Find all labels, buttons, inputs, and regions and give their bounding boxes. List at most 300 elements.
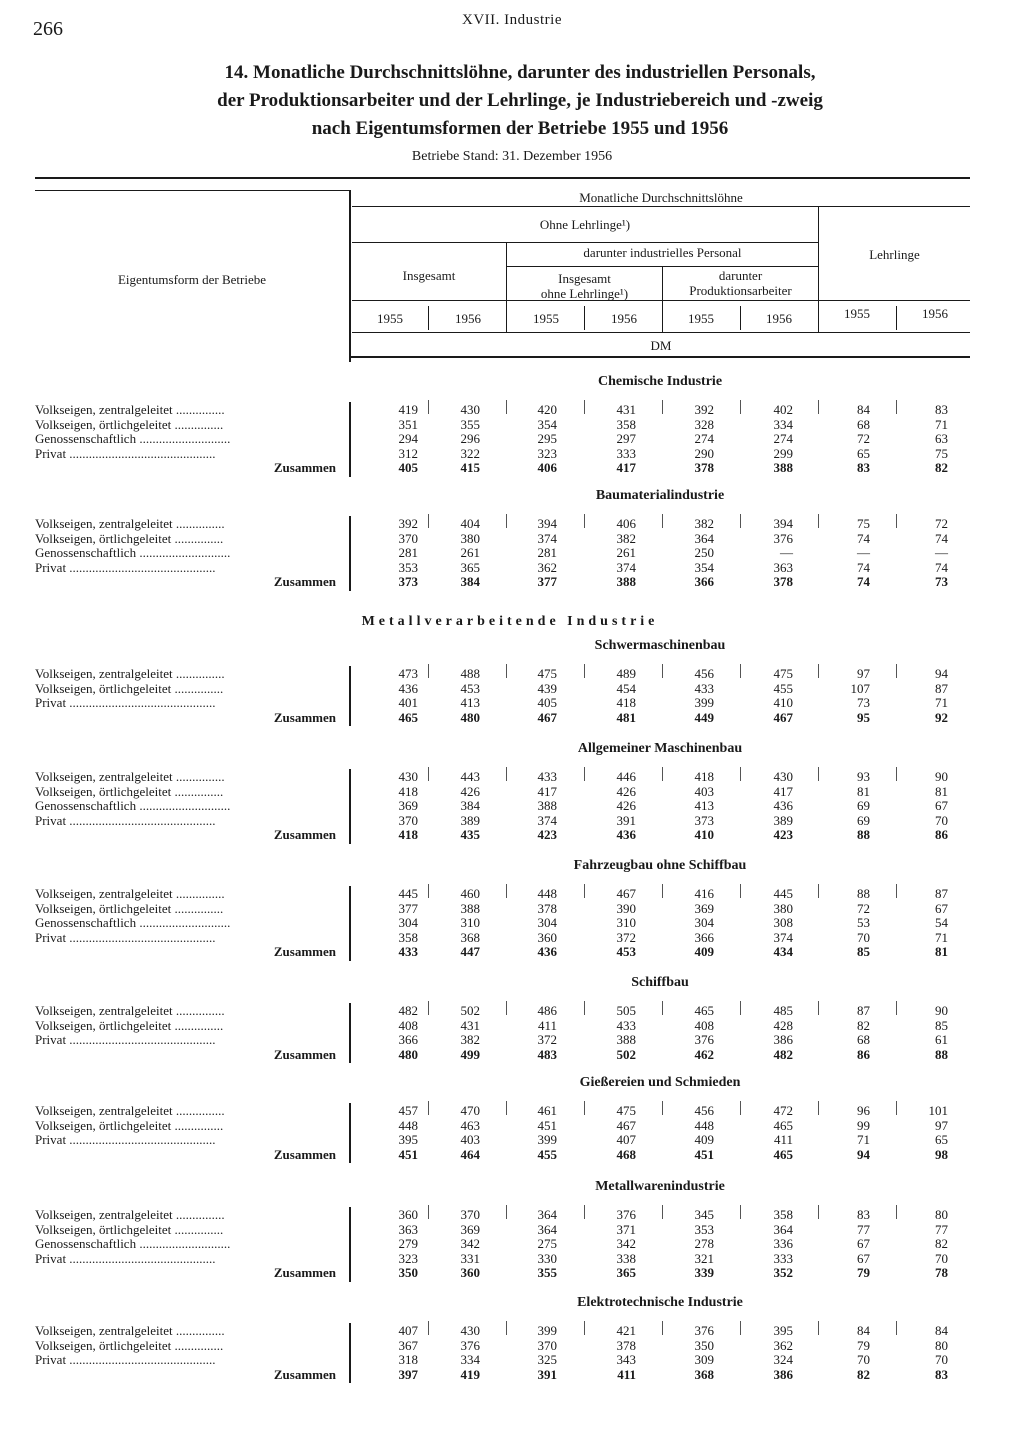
cell-value: 330 xyxy=(537,1250,557,1266)
cell-value: 378 xyxy=(616,1337,636,1353)
header-ohne-lehrlinge: Ohne Lehrlinge¹) xyxy=(539,217,631,232)
row-label: Genossenschaftlich ............................ xyxy=(35,798,231,814)
table-row xyxy=(0,944,1024,959)
cell-value: 82 xyxy=(857,1366,870,1382)
section-title: Gießereien und Schmieden xyxy=(579,1075,741,1090)
header-year: 1955 xyxy=(533,311,559,326)
cell-value: 86 xyxy=(935,827,948,843)
cell-value: 87 xyxy=(935,886,948,901)
cell-value: 378 xyxy=(773,574,793,590)
cell-value: 403 xyxy=(694,783,714,799)
cell-value: 74 xyxy=(857,559,870,575)
cell-value: 71 xyxy=(935,695,948,711)
row-label: Privat ............................................. xyxy=(35,1250,216,1266)
cell-value: 409 xyxy=(694,1132,714,1148)
cell-value: 333 xyxy=(773,1250,793,1266)
cell-value: 74 xyxy=(935,559,948,575)
header-main: Monatliche Durchschnittslöhne xyxy=(579,190,743,205)
cell-value: 80 xyxy=(935,1207,948,1222)
cell-value: 360 xyxy=(460,1265,480,1281)
cell-value: 83 xyxy=(935,1366,948,1382)
table-row xyxy=(0,402,1024,417)
cell-value: 482 xyxy=(773,1046,793,1062)
cell-value: 482 xyxy=(398,1003,418,1018)
section-title: Schwermaschinenbau xyxy=(594,638,726,653)
row-total-label: Zusammen xyxy=(273,1046,336,1062)
cell-value: 473 xyxy=(398,666,418,681)
cell-value: 448 xyxy=(537,886,557,901)
cell-value: 451 xyxy=(537,1117,557,1133)
cell-value: 377 xyxy=(537,574,557,590)
cell-value: 467 xyxy=(616,1117,636,1133)
table-row xyxy=(0,460,1024,475)
table-title-line-1: 14. Monatliche Durchschnittslöhne, darunter des industriellen Personals, xyxy=(224,62,816,83)
cell-value: 295 xyxy=(537,431,557,447)
cell-value: 433 xyxy=(616,1017,636,1033)
cell-value: 413 xyxy=(694,798,714,814)
cell-value: 90 xyxy=(935,769,948,784)
cell-value: 399 xyxy=(537,1323,557,1338)
cell-value: 83 xyxy=(935,402,948,417)
cell-value: 339 xyxy=(694,1265,714,1281)
section-title: Fahrzeugbau ohne Schiffbau xyxy=(573,858,747,873)
cell-value: 465 xyxy=(398,709,418,725)
cell-value: 70 xyxy=(935,812,948,828)
cell-value: 74 xyxy=(857,574,870,590)
cell-value: 423 xyxy=(537,827,557,843)
row-label: Volkseigen, örtlichgeleitet ............... xyxy=(35,1221,224,1237)
cell-value: 322 xyxy=(460,445,480,461)
cell-value: 88 xyxy=(857,827,870,843)
cell-value: 457 xyxy=(398,1103,418,1118)
cell-value: 386 xyxy=(773,1032,793,1048)
cell-value: 312 xyxy=(398,445,418,461)
cell-value: 366 xyxy=(694,574,714,590)
table-row xyxy=(0,886,1024,901)
table-row xyxy=(0,417,1024,432)
row-label: Privat ............................................. xyxy=(35,445,216,461)
cell-value: 297 xyxy=(616,431,636,447)
cell-value: 488 xyxy=(460,666,480,681)
cell-value: 370 xyxy=(537,1337,557,1353)
cell-value: 376 xyxy=(694,1032,714,1048)
table-row xyxy=(0,769,1024,784)
cell-value: 83 xyxy=(857,460,870,476)
cell-value: 70 xyxy=(857,1352,870,1368)
table-row xyxy=(0,1352,1024,1367)
table-row xyxy=(0,1367,1024,1382)
cell-value: 376 xyxy=(773,530,793,546)
header-insgesamt-ohne-line1: Insgesamt xyxy=(558,271,611,286)
cell-value: 382 xyxy=(616,530,636,546)
cell-value: 394 xyxy=(537,516,557,531)
cell-value: 290 xyxy=(694,445,714,461)
cell-value: 418 xyxy=(398,827,418,843)
cell-value: 352 xyxy=(773,1265,793,1281)
row-label: Genossenschaftlich ............................ xyxy=(35,431,231,447)
cell-value: 365 xyxy=(460,559,480,575)
row-label: Privat ............................................. xyxy=(35,812,216,828)
cell-value: 334 xyxy=(773,416,793,432)
cell-value: 71 xyxy=(935,929,948,945)
cell-value: 419 xyxy=(460,1366,480,1382)
table-row xyxy=(0,710,1024,725)
cell-value: 465 xyxy=(694,1003,714,1018)
table-row xyxy=(0,1222,1024,1237)
cell-value: 77 xyxy=(857,1221,870,1237)
cell-value: 447 xyxy=(460,944,480,960)
cell-value: 404 xyxy=(460,516,480,531)
cell-value: 278 xyxy=(694,1236,714,1252)
cell-value: 374 xyxy=(616,559,636,575)
cell-value: 97 xyxy=(935,1117,948,1133)
cell-value: 296 xyxy=(460,431,480,447)
cell-value: 421 xyxy=(616,1323,636,1338)
header-insgesamt: Insgesamt xyxy=(402,268,456,283)
cell-value: 499 xyxy=(460,1046,480,1062)
cell-value: 95 xyxy=(857,709,870,725)
cell-value: 443 xyxy=(460,769,480,784)
table-subtitle: Betriebe Stand: 31. Dezember 1956 xyxy=(411,149,613,164)
header-year: 1955 xyxy=(844,306,870,321)
row-label: Volkseigen, zentralgeleitet ............... xyxy=(35,666,225,681)
cell-value: 430 xyxy=(773,769,793,784)
cell-value: 418 xyxy=(398,783,418,799)
cell-value: 328 xyxy=(694,416,714,432)
row-label: Volkseigen, örtlichgeleitet ............... xyxy=(35,530,224,546)
cell-value: 411 xyxy=(617,1366,636,1382)
cell-value: 395 xyxy=(773,1323,793,1338)
cell-value: 433 xyxy=(398,944,418,960)
cell-value: 372 xyxy=(616,929,636,945)
header-produktion-line1: darunter xyxy=(718,268,763,283)
header-year: 1956 xyxy=(455,311,481,326)
cell-value: 475 xyxy=(616,1103,636,1118)
cell-value: 388 xyxy=(616,1032,636,1048)
table-row xyxy=(0,560,1024,575)
cell-value: 395 xyxy=(398,1132,418,1148)
cell-value: 68 xyxy=(857,416,870,432)
cell-value: 275 xyxy=(537,1236,557,1252)
cell-value: 84 xyxy=(935,1323,948,1338)
cell-value: 82 xyxy=(935,1236,948,1252)
cell-value: 351 xyxy=(398,416,418,432)
cell-value: 436 xyxy=(773,798,793,814)
cell-value: 70 xyxy=(935,1250,948,1266)
cell-value: 107 xyxy=(850,680,870,696)
cell-value: 358 xyxy=(398,929,418,945)
cell-value: 436 xyxy=(616,827,636,843)
cell-value: 449 xyxy=(694,709,714,725)
cell-value: 364 xyxy=(694,530,714,546)
cell-value: 299 xyxy=(773,445,793,461)
cell-value: 428 xyxy=(773,1017,793,1033)
cell-value: 448 xyxy=(398,1117,418,1133)
cell-value: 310 xyxy=(616,915,636,931)
table-row xyxy=(0,798,1024,813)
cell-value: 460 xyxy=(460,886,480,901)
cell-value: 392 xyxy=(398,516,418,531)
table-row xyxy=(0,1236,1024,1251)
table-row xyxy=(0,1032,1024,1047)
cell-value: 365 xyxy=(616,1265,636,1281)
row-label: Volkseigen, örtlichgeleitet ............... xyxy=(35,783,224,799)
cell-value: 367 xyxy=(398,1337,418,1353)
cell-value: 418 xyxy=(616,695,636,711)
cell-value: 374 xyxy=(537,530,557,546)
row-label: Volkseigen, zentralgeleitet ............... xyxy=(35,1003,225,1018)
table-row xyxy=(0,1018,1024,1033)
cell-value: 388 xyxy=(537,798,557,814)
table-row xyxy=(0,1047,1024,1062)
row-label: Volkseigen, zentralgeleitet ............... xyxy=(35,402,225,417)
cell-value: 388 xyxy=(773,460,793,476)
cell-value: 468 xyxy=(616,1146,636,1162)
row-label: Privat ............................................. xyxy=(35,559,216,575)
cell-value: 369 xyxy=(460,1221,480,1237)
cell-value: 423 xyxy=(773,827,793,843)
cell-value: 73 xyxy=(857,695,870,711)
cell-value: 405 xyxy=(398,460,418,476)
cell-value: 417 xyxy=(773,783,793,799)
cell-value: 411 xyxy=(773,1132,793,1148)
cell-value: 360 xyxy=(537,929,557,945)
cell-value: 391 xyxy=(537,1366,557,1382)
row-label: Volkseigen, zentralgeleitet ............... xyxy=(35,1323,225,1338)
cell-value: 382 xyxy=(460,1032,480,1048)
cell-value: 406 xyxy=(616,516,636,531)
cell-value: 366 xyxy=(694,929,714,945)
cell-value: 88 xyxy=(935,1046,948,1062)
table-row xyxy=(0,1118,1024,1133)
cell-value: 72 xyxy=(857,900,870,916)
cell-value: 72 xyxy=(935,516,948,531)
cell-value: 304 xyxy=(398,915,418,931)
cell-value: 463 xyxy=(460,1117,480,1133)
cell-value: 250 xyxy=(694,545,714,561)
cell-value: 472 xyxy=(773,1103,793,1118)
cell-value: 362 xyxy=(773,1337,793,1353)
table-title-line-3: nach Eigentumsformen der Betriebe 1955 und 1956 xyxy=(311,118,729,139)
row-label: Privat ............................................. xyxy=(35,1352,216,1368)
cell-value: 368 xyxy=(460,929,480,945)
table-row xyxy=(0,1338,1024,1353)
cell-value: 71 xyxy=(857,1132,870,1148)
cell-value: 364 xyxy=(773,1221,793,1237)
cell-value: 489 xyxy=(616,666,636,681)
cell-value: 419 xyxy=(398,402,418,417)
row-label: Volkseigen, örtlichgeleitet ............... xyxy=(35,900,224,916)
table-row xyxy=(0,545,1024,560)
row-total-label: Zusammen xyxy=(273,827,336,843)
header-rule-main xyxy=(352,206,970,207)
cell-value: — xyxy=(935,545,948,561)
table-row xyxy=(0,681,1024,696)
cell-value: 75 xyxy=(935,445,948,461)
group-title: Metallverarbeitende Industrie xyxy=(361,614,659,629)
section-title: Chemische Industrie xyxy=(597,374,723,389)
cell-value: 451 xyxy=(694,1146,714,1162)
cell-value: 388 xyxy=(460,900,480,916)
cell-value: 72 xyxy=(857,431,870,447)
cell-value: 74 xyxy=(857,530,870,546)
row-total-label: Zusammen xyxy=(273,1146,336,1162)
cell-value: 411 xyxy=(537,1017,557,1033)
cell-value: 342 xyxy=(616,1236,636,1252)
header-lehrlinge: Lehrlinge xyxy=(869,247,920,262)
row-label: Volkseigen, örtlichgeleitet ............... xyxy=(35,416,224,432)
cell-value: 397 xyxy=(398,1366,418,1382)
cell-value: 374 xyxy=(537,812,557,828)
cell-value: 371 xyxy=(616,1221,636,1237)
page-number: 266 xyxy=(33,18,63,40)
header-bottom-rule xyxy=(349,356,970,358)
cell-value: 355 xyxy=(460,416,480,432)
cell-value: 65 xyxy=(857,445,870,461)
cell-value: 378 xyxy=(694,460,714,476)
cell-value: 101 xyxy=(928,1103,948,1118)
cell-value: 85 xyxy=(857,944,870,960)
cell-value: 94 xyxy=(935,666,948,681)
section-title: Schiffbau xyxy=(631,975,689,990)
cell-value: 454 xyxy=(616,680,636,696)
cell-value: 93 xyxy=(857,769,870,784)
cell-value: 445 xyxy=(773,886,793,901)
cell-value: 467 xyxy=(616,886,636,901)
section-title: Allgemeiner Maschinenbau xyxy=(577,741,743,756)
cell-value: 380 xyxy=(460,530,480,546)
header-stub: Eigentumsform der Betriebe xyxy=(117,272,266,287)
cell-value: 464 xyxy=(460,1146,480,1162)
cell-value: 279 xyxy=(398,1236,418,1252)
cell-value: 364 xyxy=(537,1207,557,1222)
cell-value: 97 xyxy=(857,666,870,681)
cell-value: 456 xyxy=(694,1103,714,1118)
cell-value: 342 xyxy=(460,1236,480,1252)
table-row xyxy=(0,813,1024,828)
cell-value: 281 xyxy=(398,545,418,561)
cell-value: 323 xyxy=(537,445,557,461)
cell-value: 309 xyxy=(694,1352,714,1368)
header-year: 1955 xyxy=(688,311,714,326)
table-row xyxy=(0,666,1024,681)
table-row xyxy=(0,930,1024,945)
cell-value: 408 xyxy=(398,1017,418,1033)
cell-value: 334 xyxy=(460,1352,480,1368)
cell-value: 462 xyxy=(694,1046,714,1062)
row-label: Volkseigen, zentralgeleitet ............... xyxy=(35,886,225,901)
cell-value: 274 xyxy=(773,431,793,447)
cell-value: 294 xyxy=(398,431,418,447)
row-label: Privat ............................................. xyxy=(35,695,216,711)
cell-value: 485 xyxy=(773,1003,793,1018)
cell-value: 98 xyxy=(935,1146,948,1162)
header-year: 1955 xyxy=(377,311,403,326)
cell-value: — xyxy=(780,545,793,561)
cell-value: 431 xyxy=(616,402,636,417)
cell-value: 436 xyxy=(537,944,557,960)
header-year: 1956 xyxy=(611,311,637,326)
cell-value: 68 xyxy=(857,1032,870,1048)
table-row xyxy=(0,784,1024,799)
cell-value: 453 xyxy=(460,680,480,696)
cell-value: 410 xyxy=(773,695,793,711)
cell-value: 67 xyxy=(935,798,948,814)
cell-value: 81 xyxy=(857,783,870,799)
cell-value: 310 xyxy=(460,915,480,931)
cell-value: 99 xyxy=(857,1117,870,1133)
cell-value: 390 xyxy=(616,900,636,916)
table-row xyxy=(0,695,1024,710)
cell-value: 81 xyxy=(935,783,948,799)
cell-value: 465 xyxy=(773,1117,793,1133)
cell-value: 483 xyxy=(537,1046,557,1062)
cell-value: 63 xyxy=(935,431,948,447)
cell-value: 402 xyxy=(773,402,793,417)
cell-value: 82 xyxy=(857,1017,870,1033)
row-total-label: Zusammen xyxy=(273,574,336,590)
cell-value: — xyxy=(857,545,870,561)
row-label: Genossenschaftlich ............................ xyxy=(35,1236,231,1252)
cell-value: 372 xyxy=(537,1032,557,1048)
cell-value: 363 xyxy=(398,1221,418,1237)
header-year: 1956 xyxy=(766,311,792,326)
table-row xyxy=(0,1132,1024,1147)
cell-value: 407 xyxy=(398,1323,418,1338)
cell-value: 373 xyxy=(398,574,418,590)
row-label: Volkseigen, örtlichgeleitet ............... xyxy=(35,1337,224,1353)
cell-value: 364 xyxy=(537,1221,557,1237)
cell-value: 408 xyxy=(694,1017,714,1033)
cell-value: 434 xyxy=(773,944,793,960)
cell-value: 370 xyxy=(398,530,418,546)
year-div-1 xyxy=(428,306,429,330)
section-title: Elektrotechnische Industrie xyxy=(577,1295,743,1310)
cell-value: 67 xyxy=(857,1250,870,1266)
row-total-label: Zusammen xyxy=(273,460,336,476)
cell-value: 338 xyxy=(616,1250,636,1266)
cell-value: 502 xyxy=(460,1003,480,1018)
cell-value: 433 xyxy=(694,680,714,696)
cell-value: 481 xyxy=(616,709,636,725)
cell-value: 453 xyxy=(616,944,636,960)
row-label: Volkseigen, örtlichgeleitet ............... xyxy=(35,1017,224,1033)
cell-value: 426 xyxy=(616,798,636,814)
row-total-label: Zusammen xyxy=(273,1265,336,1281)
header-rule-ohne xyxy=(352,242,818,243)
running-head: XVII. Industrie xyxy=(462,12,562,28)
cell-value: 363 xyxy=(773,559,793,575)
cell-value: 88 xyxy=(857,886,870,901)
header-year: 1956 xyxy=(922,306,948,321)
cell-value: 369 xyxy=(694,900,714,916)
cell-value: 389 xyxy=(460,812,480,828)
cell-value: 80 xyxy=(935,1337,948,1353)
cell-value: 384 xyxy=(460,574,480,590)
cell-value: 435 xyxy=(460,827,480,843)
row-total-label: Zusammen xyxy=(273,709,336,725)
row-label: Volkseigen, zentralgeleitet ............... xyxy=(35,1103,225,1118)
cell-value: 83 xyxy=(857,1207,870,1222)
cell-value: 360 xyxy=(398,1207,418,1222)
cell-value: 69 xyxy=(857,798,870,814)
cell-value: 417 xyxy=(616,460,636,476)
cell-value: 378 xyxy=(537,900,557,916)
cell-value: 475 xyxy=(537,666,557,681)
cell-value: 343 xyxy=(616,1352,636,1368)
cell-value: 86 xyxy=(857,1046,870,1062)
cell-value: 417 xyxy=(537,783,557,799)
